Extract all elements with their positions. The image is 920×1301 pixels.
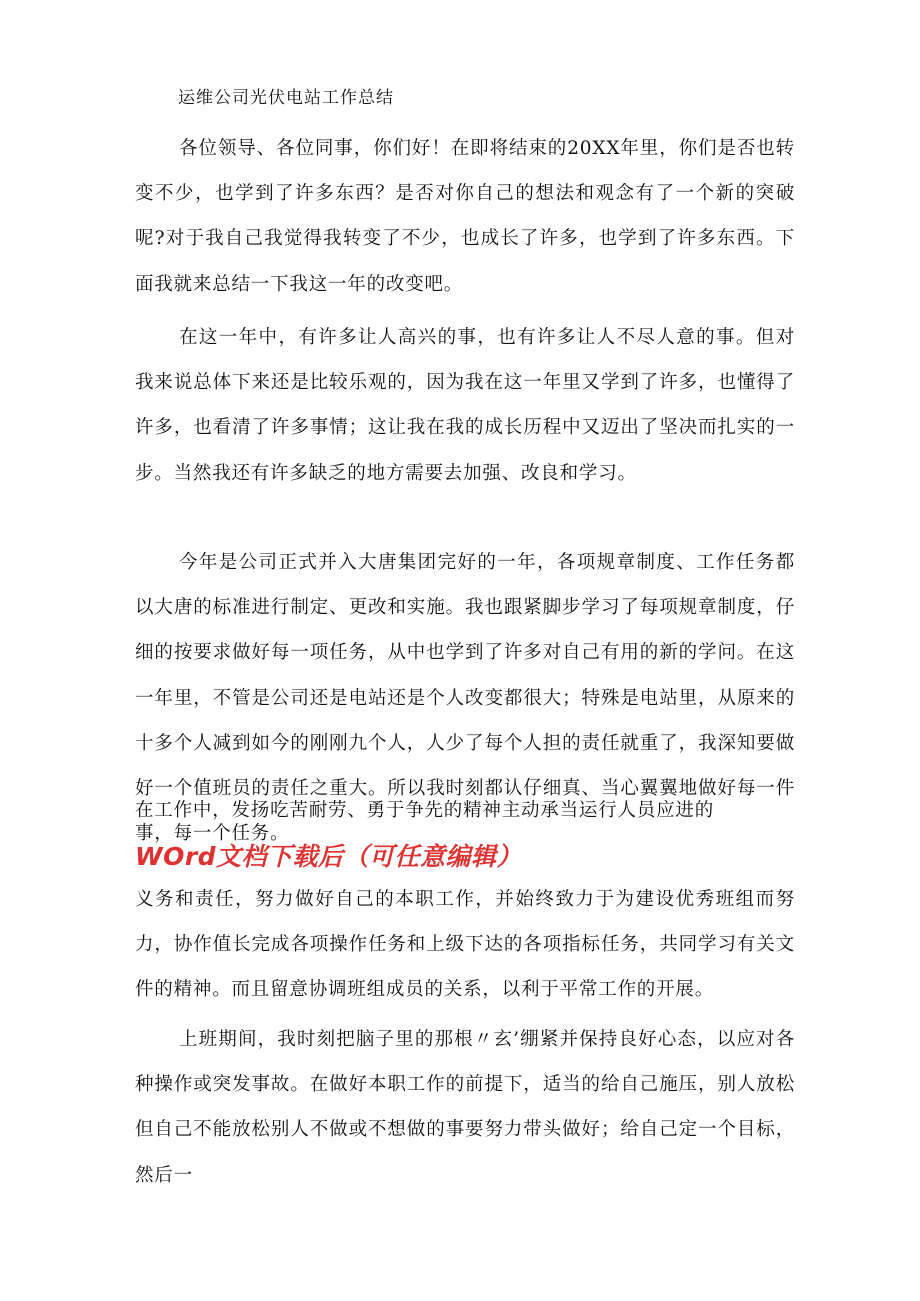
paragraph-work-spirit: 在工作中，发扬吃苦耐劳、勇于争先的精神主动承当运行人员应进的 bbox=[135, 800, 715, 821]
paragraph-on-duty: 上班期间，我时刻把脑子里的那根〃玄’绷紧并保持良好心态，以应对各种操作或突发事故。在做好本职工作的前提下，适当的给自己施压，别人放松但自己不能放松别人不做或不想做的事要努力带头做好；给自己定一个目标，然后一 bbox=[135, 1029, 795, 1186]
paragraph-greeting: 各位领导、各位同事，你们好！在即将结束的20XX年里，你们是否也转变不少，也学到了许多东西？是否对你自己的想法和观念有了一个新的突破呢?对于我自己我觉得我转变了不少，也成长了许多，也学到了许多东西。下面我就来总结一下我这一年的改变吧。 bbox=[135, 138, 795, 295]
paragraph-year-review: 在这一年中，有许多让人高兴的事，也有许多让人不尽人意的事。但对我来说总体下来还是比较乐观的，因为我在这一年里又学到了许多，也懂得了许多，也看清了许多事情；这让我在我的成长历程中又迈出了坚决而扎实的一步。当然我还有许多缺乏的地方需要去加强、改良和学习。 bbox=[135, 327, 795, 484]
paragraph-duties: 义务和责任，努力做好自己的本职工作，并始终致力于为建设优秀班组而努力，协作值长完成各项操作任务和上级下达的各项指标任务，共同学习有关文件的精神。而且留意协调班组成员的关系，以利于平常工作的开展。 bbox=[135, 889, 795, 1001]
paragraph-company-merger: 今年是公司正式并入大唐集团完好的一年，各项规章制度、工作任务都以大唐的标准进行制定、更改和实施。我也跟紧脚步学习了每项规章制度，仔细的按要求做好每一项任务，从中也学到了许多对自己有用的新的学问。在这一年里，不管是公司还是电站还是个人改变都很大；特殊是电站里，从原来的十多个人减到如今的刚刚九个人，人少了每个人担的责任就重了，我深知要做好一个值班员的责任之重大。所以我时刻都认仔细真、当心翼翼地做好每一件事，每一个任务。 bbox=[135, 552, 795, 845]
document-title: 运维公司光伏电站工作总结 bbox=[178, 88, 394, 108]
download-watermark-banner: WOrd文档下载后（可任意编辑） bbox=[135, 842, 523, 871]
